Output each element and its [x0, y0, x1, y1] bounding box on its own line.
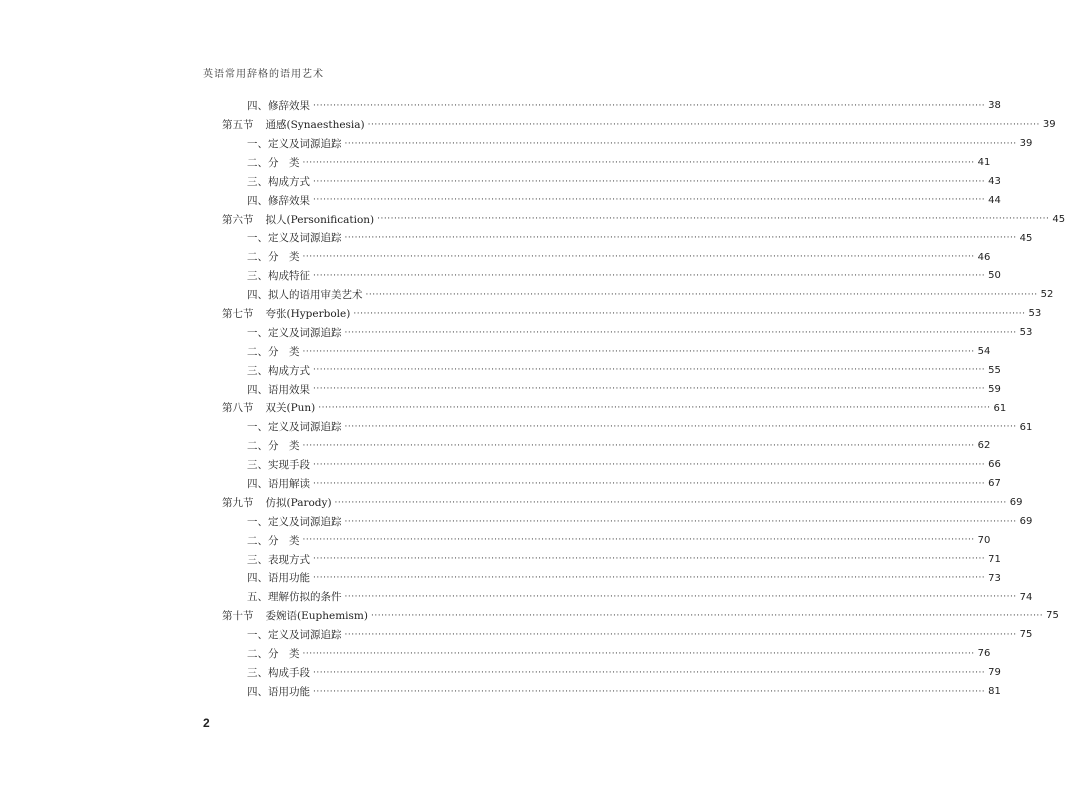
toc-page-number: 53 — [1028, 308, 1042, 320]
toc-page-number: 52 — [1040, 289, 1054, 301]
dot-leader: ········································································································································································································ — [313, 195, 986, 206]
toc-page-number: 46 — [977, 251, 991, 263]
toc-entry-title: 五、理解仿拟的条件 — [247, 591, 342, 604]
dot-leader: ········································································································································································································ — [344, 138, 1017, 149]
toc-page-number: 67 — [988, 478, 1001, 490]
toc-section-number: 第八节 — [222, 402, 254, 415]
toc-page-number: 75 — [1046, 610, 1059, 622]
toc-entry-title: 三、构成方式 — [247, 364, 310, 377]
toc-page-number: 61 — [1019, 421, 1033, 433]
dot-leader: ········································································································································································································ — [318, 403, 991, 414]
toc-entry-title: 三、构成特征 — [247, 270, 310, 283]
toc-section-row[interactable] — [222, 116, 1056, 135]
dot-leader: ········································································································································································································ — [313, 573, 986, 584]
dot-leader: ········································································································································································································ — [353, 308, 1026, 319]
toc-entry-title: 四、语用功能 — [247, 685, 310, 698]
toc-subsection-row[interactable] — [222, 135, 1033, 154]
dot-leader: ········································································································································································································ — [344, 592, 1017, 603]
toc-subsection-row[interactable] — [222, 248, 991, 267]
toc-page-number: 55 — [988, 364, 1001, 376]
table-of-contents — [222, 97, 1065, 702]
dot-leader: ········································································································································································································ — [313, 176, 986, 187]
toc-entry-title: 三、构成手段 — [247, 666, 310, 679]
dot-leader: ········································································································································································································ — [313, 554, 986, 565]
toc-page-number: 81 — [988, 686, 1001, 698]
dot-leader: ········································································································································································································ — [313, 384, 986, 395]
toc-entry-title: 二、分 类 — [247, 345, 300, 358]
toc-section-number: 第五节 — [222, 119, 254, 132]
toc-page-number: 39 — [1019, 138, 1033, 150]
toc-section-row[interactable] — [222, 399, 1007, 418]
toc-entry-title: 一、定义及词源追踪 — [247, 421, 342, 434]
toc-entry-title: 委婉语(Euphemism) — [265, 610, 368, 623]
dot-leader: ········································································································································································································ — [344, 629, 1017, 640]
toc-page-number: 79 — [988, 667, 1001, 679]
toc-entry-title: 二、分 类 — [247, 534, 300, 547]
toc-subsection-row[interactable] — [222, 154, 991, 173]
toc-subsection-row[interactable] — [222, 588, 1033, 607]
dot-leader: ········································································································································································································ — [313, 478, 986, 489]
toc-page-number: 38 — [988, 100, 1001, 112]
toc-page-number: 53 — [1019, 327, 1033, 339]
toc-page-number: 50 — [988, 270, 1001, 282]
toc-page-number: 73 — [988, 572, 1001, 584]
toc-subsection-row[interactable] — [222, 513, 1033, 532]
toc-subsection-row[interactable] — [222, 664, 1001, 683]
toc-entry-title: 二、分 类 — [247, 251, 300, 264]
dot-leader: ········································································································································································································ — [302, 346, 975, 357]
toc-entry-title: 三、构成方式 — [247, 175, 310, 188]
toc-entry-title: 二、分 类 — [247, 440, 300, 453]
dot-leader: ········································································································································································································ — [302, 252, 975, 263]
dot-leader: ········································································································································································································ — [313, 100, 986, 111]
toc-subsection-row[interactable] — [222, 361, 1001, 380]
dot-leader: ········································································································································································································ — [344, 516, 1017, 527]
toc-subsection-row[interactable] — [222, 324, 1033, 343]
toc-subsection-row[interactable] — [222, 437, 991, 456]
toc-page-number: 54 — [977, 346, 991, 358]
page-number: 2 — [203, 716, 210, 730]
toc-subsection-row[interactable] — [222, 626, 1033, 645]
toc-entry-title: 一、定义及词源追踪 — [247, 515, 342, 528]
toc-subsection-row[interactable] — [222, 569, 1001, 588]
dot-leader: ········································································································································································································ — [313, 365, 986, 376]
toc-entry-title: 四、拟人的语用审美艺术 — [247, 289, 363, 302]
toc-page-number: 61 — [993, 402, 1007, 414]
dot-leader: ········································································································································································································ — [313, 686, 986, 697]
toc-page-number: 45 — [1052, 213, 1065, 225]
toc-page-number: 66 — [988, 459, 1001, 471]
toc-page-number: 76 — [977, 648, 991, 660]
running-head: 英语常用辞格的语用艺术 — [203, 69, 324, 80]
toc-subsection-row[interactable] — [222, 418, 1033, 437]
toc-entry-title: 四、修辞效果 — [247, 194, 310, 207]
toc-subsection-row[interactable] — [222, 475, 1001, 494]
dot-leader: ········································································································································································································ — [334, 497, 1007, 508]
dot-leader: ········································································································································································································ — [313, 270, 986, 281]
toc-entry-title: 四、语用效果 — [247, 383, 310, 396]
dot-leader: ········································································································································································································ — [302, 157, 975, 168]
toc-page-number: 70 — [977, 534, 991, 546]
toc-entry-title: 双关(Pun) — [265, 402, 316, 415]
toc-page-number: 39 — [1042, 119, 1056, 131]
toc-page-number: 59 — [988, 383, 1001, 395]
toc-subsection-row[interactable] — [222, 531, 991, 550]
toc-subsection-row[interactable] — [222, 191, 1001, 210]
toc-entry-title: 三、实现手段 — [247, 459, 310, 472]
toc-page-number: 74 — [1019, 591, 1033, 603]
toc-page-number: 45 — [1019, 232, 1033, 244]
toc-entry-title: 一、定义及词源追踪 — [247, 137, 342, 150]
toc-entry-title: 二、分 类 — [247, 648, 300, 661]
dot-leader: ········································································································································································································ — [370, 610, 1044, 621]
toc-entry-title: 一、定义及词源追踪 — [247, 326, 342, 339]
toc-entry-title: 三、表现方式 — [247, 553, 310, 566]
toc-page-number: 69 — [1009, 497, 1023, 509]
dot-leader: ········································································································································································································ — [344, 233, 1017, 244]
toc-subsection-row[interactable] — [222, 97, 1001, 116]
toc-section-number: 第九节 — [222, 496, 254, 509]
dot-leader: ········································································································································································································ — [313, 459, 986, 470]
toc-entry-title: 拟人(Personification) — [265, 213, 375, 226]
toc-subsection-row[interactable] — [222, 286, 1054, 305]
toc-section-number: 第十节 — [222, 610, 254, 623]
toc-page-number: 41 — [977, 157, 991, 169]
toc-page-number: 75 — [1019, 629, 1033, 641]
toc-entry-title: 二、分 类 — [247, 156, 300, 169]
toc-subsection-row[interactable] — [222, 229, 1033, 248]
toc-entry-title: 一、定义及词源追踪 — [247, 629, 342, 642]
toc-section-row[interactable] — [222, 494, 1023, 513]
toc-subsection-row[interactable] — [222, 380, 1001, 399]
toc-subsection-row[interactable] — [222, 343, 991, 362]
dot-leader: ········································································································································································································ — [302, 648, 975, 659]
toc-page-number: 62 — [977, 440, 991, 452]
dot-leader: ········································································································································································································ — [344, 327, 1017, 338]
toc-section-row[interactable] — [222, 305, 1042, 324]
dot-leader: ········································································································································································································ — [302, 535, 975, 546]
toc-section-row[interactable] — [222, 210, 1065, 229]
toc-subsection-row[interactable] — [222, 456, 1001, 475]
toc-subsection-row[interactable] — [222, 267, 1001, 286]
toc-subsection-row[interactable] — [222, 683, 1001, 702]
dot-leader: ········································································································································································································ — [367, 119, 1040, 130]
toc-entry-title: 通感(Synaesthesia) — [265, 119, 365, 132]
toc-subsection-row[interactable] — [222, 550, 1001, 569]
toc-page-number: 43 — [988, 176, 1001, 187]
toc-entry-title: 夸张(Hyperbole) — [265, 307, 351, 320]
toc-subsection-row[interactable] — [222, 645, 991, 664]
dot-leader: ········································································································································································································ — [302, 440, 975, 451]
dot-leader: ········································································································································································································ — [365, 289, 1038, 300]
toc-entry-title: 仿拟(Parody) — [265, 496, 332, 509]
toc-page-number: 69 — [1019, 516, 1033, 528]
toc-page-number: 44 — [988, 194, 1001, 206]
toc-section-row[interactable] — [222, 607, 1059, 626]
dot-leader: ········································································································································································································ — [344, 422, 1017, 433]
toc-entry-title: 四、语用功能 — [247, 572, 310, 585]
toc-subsection-row[interactable] — [222, 173, 1001, 192]
toc-entry-title: 一、定义及词源追踪 — [247, 232, 342, 245]
toc-entry-title: 四、语用解读 — [247, 478, 310, 490]
toc-entry-title: 四、修辞效果 — [247, 100, 310, 113]
toc-section-number: 第七节 — [222, 307, 254, 320]
toc-section-number: 第六节 — [222, 213, 254, 226]
toc-page-number: 71 — [988, 553, 1001, 565]
dot-leader: ········································································································································································································ — [377, 214, 1050, 225]
dot-leader: ········································································································································································································ — [313, 667, 986, 678]
